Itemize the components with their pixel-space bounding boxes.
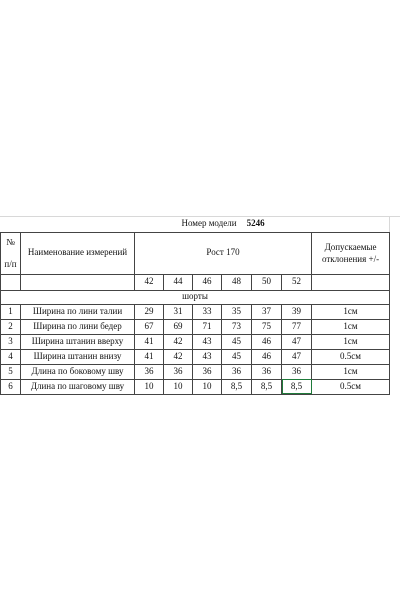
measurement-name[interactable]: Длина по шаговому шву [21, 379, 135, 394]
row-number[interactable]: 6 [1, 379, 21, 394]
model-row [1, 216, 390, 232]
number-header[interactable] [1, 232, 21, 274]
value-cell[interactable]: 75 [252, 319, 282, 334]
row-number[interactable]: 4 [1, 349, 21, 364]
value-cell[interactable]: 45 [222, 349, 252, 364]
value-cell[interactable]: 47 [282, 349, 312, 364]
table-row [1, 379, 390, 394]
size-cell[interactable]: 46 [193, 274, 222, 290]
tolerance-cell[interactable]: 0.5см [312, 349, 390, 364]
measurement-name[interactable]: Ширина по лини талии [21, 304, 135, 319]
tolerance-cell[interactable]: 1см [312, 334, 390, 349]
size-cell[interactable]: 50 [252, 274, 282, 290]
spreadsheet-area [0, 216, 400, 391]
tolerance-cell[interactable]: 1см [312, 319, 390, 334]
value-cell[interactable]: 43 [193, 334, 222, 349]
table-row [1, 349, 390, 364]
value-cell[interactable]: 36 [252, 364, 282, 379]
value-cell[interactable]: 43 [193, 349, 222, 364]
value-cell[interactable]: 31 [164, 304, 193, 319]
model-label: Номер модели [181, 217, 237, 228]
measurement-name[interactable]: Ширина по лини бедер [21, 319, 135, 334]
name-header[interactable]: Наименование измерений [21, 232, 135, 274]
value-cell[interactable]: 41 [135, 334, 164, 349]
value-cell[interactable]: 42 [164, 349, 193, 364]
measurement-name[interactable]: Длина по боковому шву [21, 364, 135, 379]
model-cell[interactable] [135, 216, 312, 232]
tolerance-cell[interactable]: 1см [312, 304, 390, 319]
row-number[interactable]: 5 [1, 364, 21, 379]
value-cell[interactable]: 36 [193, 364, 222, 379]
sizes-row [1, 274, 390, 290]
value-cell[interactable]: 47 [282, 334, 312, 349]
size-cell[interactable]: 48 [222, 274, 252, 290]
value-cell[interactable]: 36 [282, 364, 312, 379]
section-row [1, 290, 390, 304]
value-cell[interactable]: 69 [164, 319, 193, 334]
height-header[interactable]: Рост 170 [135, 232, 312, 274]
value-cell[interactable]: 41 [135, 349, 164, 364]
value-cell[interactable]: 77 [282, 319, 312, 334]
size-cell[interactable]: 52 [282, 274, 312, 290]
value-cell[interactable]: 8,5 [222, 379, 252, 394]
row-number[interactable]: 2 [1, 319, 21, 334]
number-symbol: № [6, 237, 15, 248]
value-cell[interactable]: 10 [164, 379, 193, 394]
value-cell[interactable]: 36 [222, 364, 252, 379]
value-cell[interactable]: 33 [193, 304, 222, 319]
value-cell[interactable]: 45 [222, 334, 252, 349]
value-cell[interactable]: 42 [164, 334, 193, 349]
size-chart-table [0, 216, 390, 395]
measurement-name[interactable]: Ширина штанин вверху [21, 334, 135, 349]
value-cell[interactable]: 29 [135, 304, 164, 319]
table-row [1, 364, 390, 379]
table-row [1, 304, 390, 319]
value-cell[interactable]: 73 [222, 319, 252, 334]
tolerance-cell[interactable]: 0.5см [312, 379, 390, 394]
tolerance-line2: отклонения +/- [321, 254, 380, 264]
measurement-name[interactable]: Ширина штанин внизу [21, 349, 135, 364]
size-cell[interactable]: 44 [164, 274, 193, 290]
value-cell[interactable]: 67 [135, 319, 164, 334]
value-cell[interactable]: 36 [164, 364, 193, 379]
number-sub: п/п [4, 258, 17, 269]
value-cell[interactable]: 36 [135, 364, 164, 379]
tolerance-line1: Допускаемые [324, 241, 377, 252]
value-cell[interactable]: 37 [252, 304, 282, 319]
tolerance-cell[interactable]: 1см [312, 364, 390, 379]
model-number: 5246 [246, 217, 265, 228]
value-cell[interactable]: 10 [193, 379, 222, 394]
selected-cell[interactable]: 8,5 [282, 379, 312, 394]
table-row [1, 319, 390, 334]
table-row [1, 334, 390, 349]
value-cell[interactable]: 35 [222, 304, 252, 319]
value-cell[interactable]: 46 [252, 349, 282, 364]
header-row [1, 232, 390, 274]
row-number[interactable]: 3 [1, 334, 21, 349]
row-number[interactable]: 1 [1, 304, 21, 319]
size-cell[interactable]: 42 [135, 274, 164, 290]
value-cell[interactable]: 39 [282, 304, 312, 319]
value-cell[interactable]: 46 [252, 334, 282, 349]
value-cell[interactable]: 71 [193, 319, 222, 334]
section-label[interactable]: шорты [1, 290, 390, 304]
tolerance-header[interactable] [312, 232, 390, 274]
value-cell[interactable]: 10 [135, 379, 164, 394]
value-cell[interactable]: 8,5 [252, 379, 282, 394]
